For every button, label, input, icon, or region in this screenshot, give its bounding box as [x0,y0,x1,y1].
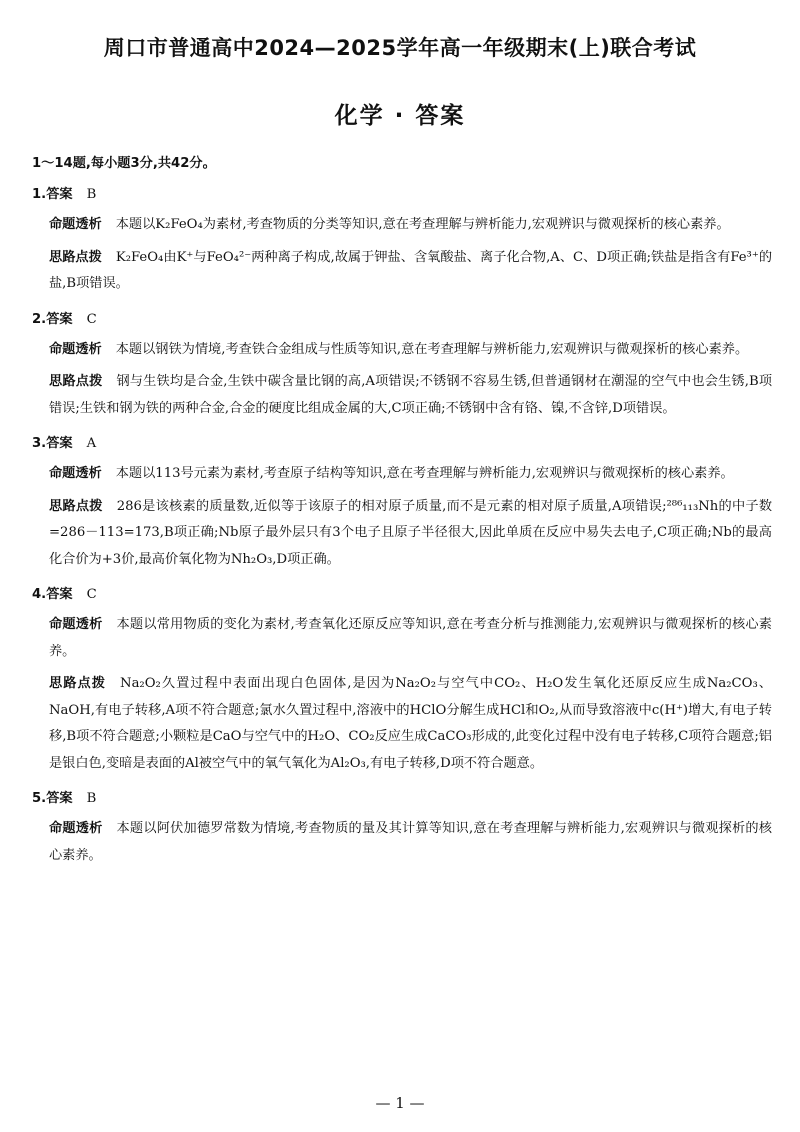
thinking-text: 钢与生铁均是合金,生铁中碳含量比钢的高,A项错误;不锈钢不容易生锈,但普通钢材在潮湿的空气中也会生锈,B项错误;生铁和钢为铁的两种合金,合金的硬度比组成金属的大,C项正确;不锈钢中含有铬、镍,不含锌,D项错误。 [49,374,773,416]
question-2 [32,308,772,423]
thinking-label: 思路点拨 [49,374,103,389]
analysis-text: 本题以钢铁为情境,考查铁合金组成与性质等知识,意在考查理解与辨析能力,宏观辨识与微观探析的核心素养。 [115,341,749,357]
analysis-paragraph [32,212,772,239]
answer-content [32,152,772,879]
answer-value: A [86,436,97,451]
analysis-paragraph [32,337,772,364]
question-3 [32,432,772,573]
question-number: 5. [32,791,47,806]
thinking-text: Na₂O₂久置过程中表面出现白色固体,是因为Na₂O₂与空气中CO₂、H₂O发生氧化还原反应生成Na₂CO₃、NaOH,有电子转移,A项不符合题意;氯水久置过程中,溶液中的HClO分解生成HCl和O₂,从而导致溶液中c(H⁺)增大,有电子转移,B项不符合题意;小颗粒是CaO与空气中的H₂O、CO₂反应生成CaCO₃形成的,此变化过程中没有电子转移,C项符合题意;铝是银白色,变暗是表面的Al被空气中的氧气氧化为Al₂O₃,有电子转移,D项不符合题意。 [49,676,772,771]
question-5 [32,787,772,869]
thinking-paragraph [32,245,772,298]
analysis-label: 命题透析 [49,617,103,632]
analysis-paragraph [32,816,772,869]
document-title: 周口市普通高中2024—2025学年高一年级期末(上)联合考试 [103,36,697,60]
document-subtitle: 化学 · 答案 [334,103,466,129]
analysis-label: 命题透析 [49,217,102,232]
answer-label: 答案 [46,436,73,451]
question-4 [32,583,772,777]
thinking-label: 思路点拨 [49,498,103,514]
analysis-label: 命题透析 [49,341,102,357]
answer-label: 答案 [46,187,73,202]
thinking-label: 思路点拨 [49,249,102,265]
answer-value: B [86,187,97,202]
analysis-paragraph [32,461,772,488]
analysis-label: 命题透析 [49,821,103,836]
question-header [32,583,772,602]
question-1 [32,183,772,298]
question-header [32,308,772,327]
answer-label: 答案 [46,791,73,806]
analysis-label: 命题透析 [49,466,102,481]
thinking-label: 思路点拨 [49,676,107,691]
analysis-text: 本题以K₂FeO₄为素材,考查物质的分类等知识,意在考查理解与辨析能力,宏观辨识与微观探析的核心素养。 [115,217,730,232]
answer-value: C [86,311,97,327]
analysis-text: 本题以阿伏加德罗常数为情境,考查物质的量及其计算等知识,意在考查理解与辨析能力,宏观辨识与微观探析的核心素养。 [49,821,772,863]
thinking-paragraph [32,494,772,574]
answer-label: 答案 [46,587,73,602]
page-number: — 1 — [375,1094,425,1112]
answer-value: C [86,587,97,602]
question-number: 1. [32,187,47,202]
question-number: 2. [32,311,47,327]
section-intro: 1～14题,每小题3分,共42分。 [32,156,216,171]
question-number: 4. [32,587,47,602]
thinking-paragraph [32,369,772,422]
analysis-paragraph [32,612,772,665]
answer-label: 答案 [46,311,73,327]
analysis-text: 本题以113号元素为素材,考查原子结构等知识,意在考查理解与辨析能力,宏观辨识与微观探析的核心素养。 [115,466,734,481]
thinking-paragraph [32,671,772,777]
thinking-text: 286是该核素的质量数,近似等于该原子的相对原子质量,而不是元素的相对原子质量,A项错误;²⁸⁶₁₁₃Nh的中子数=286－113=173,B项正确;Nb原子最外层只有3个电子且原子半径很大,因此单质在反应中易失去电子,C项正确;Nb的最高化合价为+3价,最高价氧化物为Nh₂O₃,D项正确。 [49,498,773,567]
question-header [32,432,772,451]
answer-value: B [86,791,97,806]
analysis-text: 本题以常用物质的变化为素材,考查氧化还原反应等知识,意在考查分析与推测能力,宏观辨识与微观探析的核心素养。 [49,617,772,659]
question-number: 3. [32,436,47,451]
thinking-text: K₂FeO₄由K⁺与FeO₄²⁻两种离子构成,故属于钾盐、含氧酸盐、离子化合物,A、C、D项正确;铁盐是指含有Fe³⁺的盐,B项错误。 [49,249,773,291]
question-header [32,183,772,202]
question-header [32,787,772,806]
